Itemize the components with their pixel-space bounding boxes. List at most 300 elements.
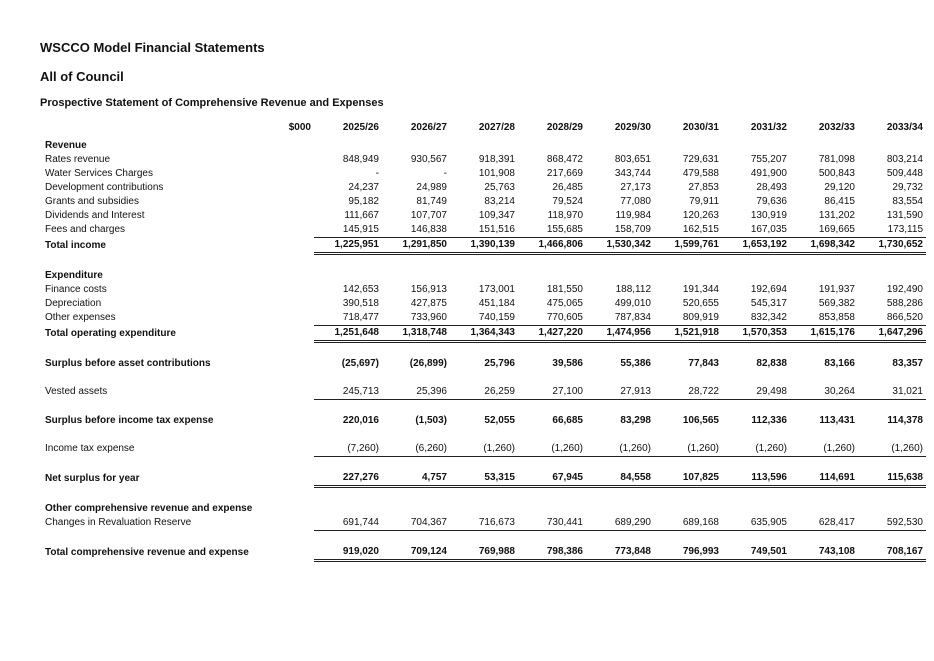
value-cell: 27,100 (518, 385, 586, 400)
empty-cell (858, 531, 926, 546)
value-cell: 119,984 (615, 210, 651, 221)
value-cell: 227,276 (314, 471, 382, 487)
value-cell: 918,391 (478, 154, 515, 165)
spacer-row (42, 428, 926, 442)
value-cell: 27,913 (586, 385, 654, 400)
row-label: Surplus before asset contributions (45, 358, 211, 369)
empty-cell (858, 269, 926, 283)
value-cell: 635,905 (722, 516, 790, 531)
empty-cell (790, 342, 858, 358)
expenditure-heading (42, 269, 926, 283)
empty-cell (518, 269, 586, 283)
unit-spacer (268, 471, 314, 487)
row-label: Total comprehensive revenue and expense (45, 546, 249, 558)
value-cell: 475,065 (546, 298, 583, 309)
value-cell: 77,843 (688, 358, 719, 369)
value-cell: 155,685 (518, 223, 586, 238)
empty-cell (314, 400, 382, 415)
revenue-row (42, 195, 926, 209)
value-cell: (1,260) (858, 442, 926, 457)
spacer-row (42, 342, 926, 358)
empty-cell (586, 342, 654, 358)
unit-spacer (268, 283, 314, 297)
empty-cell (42, 428, 268, 442)
empty-cell (314, 254, 382, 270)
year-header: 2029/30 (614, 122, 651, 133)
value-cell: 499,010 (614, 298, 651, 309)
value-cell: 866,520 (858, 311, 926, 326)
row-label: Changes in Revaluation Reserve (45, 517, 192, 529)
financial-statement-table (42, 121, 926, 562)
empty-cell (586, 269, 654, 283)
value-cell: 24,989 (416, 182, 447, 193)
value-cell: 151,516 (450, 223, 518, 238)
empty-cell (654, 400, 722, 415)
value-cell: 156,913 (410, 284, 447, 295)
empty-cell (858, 139, 926, 153)
empty-cell (450, 254, 518, 270)
empty-cell (382, 371, 450, 385)
year-header: 2026/27 (410, 122, 447, 133)
empty-cell (790, 400, 858, 415)
empty-cell (654, 342, 722, 358)
empty-cell (586, 428, 654, 442)
value-cell: 479,588 (682, 168, 719, 179)
revenue-row (42, 209, 926, 223)
value-cell: 427,875 (410, 298, 447, 309)
row-label: Finance costs (45, 284, 107, 295)
value-cell: 53,315 (450, 471, 518, 487)
value-cell: (1,260) (450, 442, 518, 457)
value-cell: 83,298 (620, 415, 651, 426)
value-cell: 545,317 (750, 298, 787, 309)
value-cell: 781,098 (818, 154, 855, 165)
value-cell: 25,396 (382, 385, 450, 400)
value-cell: 500,843 (818, 168, 855, 179)
value-cell: (1,503) (415, 415, 447, 426)
unit-spacer (268, 502, 314, 516)
value-cell: 1,530,342 (586, 238, 654, 254)
value-cell: 1,730,652 (858, 238, 926, 254)
row-label: Total operating expenditure (45, 327, 176, 339)
value-cell: (7,260) (314, 442, 382, 457)
value-cell: 30,264 (790, 385, 858, 400)
value-cell: 491,900 (750, 168, 787, 179)
value-cell: 796,993 (654, 545, 722, 561)
empty-cell (382, 502, 450, 516)
empty-cell (518, 428, 586, 442)
value-cell: 118,970 (547, 210, 583, 221)
header-label-spacer (42, 121, 268, 139)
empty-cell (722, 342, 790, 358)
empty-cell (450, 371, 518, 385)
empty-cell (268, 342, 314, 358)
empty-cell (858, 400, 926, 415)
value-cell: 82,838 (756, 358, 787, 369)
value-cell: 28,493 (756, 182, 787, 193)
value-cell: 52,055 (484, 415, 515, 426)
value-cell: 729,631 (682, 154, 719, 165)
empty-cell (450, 428, 518, 442)
empty-cell (42, 487, 268, 503)
value-cell: 1,698,342 (790, 238, 858, 254)
unit-spacer (268, 167, 314, 181)
value-cell: 798,386 (518, 545, 586, 561)
unit-spacer (268, 209, 314, 223)
unit-spacer (268, 357, 314, 371)
value-cell: 31,021 (858, 385, 926, 400)
empty-cell (42, 531, 268, 546)
empty-cell (42, 400, 268, 415)
empty-cell (654, 269, 722, 283)
value-cell: 708,167 (858, 545, 926, 561)
empty-cell (790, 487, 858, 503)
value-cell: 158,709 (586, 223, 654, 238)
value-cell: 29,498 (722, 385, 790, 400)
value-cell: 1,318,748 (382, 326, 450, 342)
value-cell: 83,166 (824, 358, 855, 369)
value-cell: 770,605 (518, 311, 586, 326)
value-cell: 173,001 (478, 284, 515, 295)
value-cell: 832,342 (722, 311, 790, 326)
spacer-row (42, 487, 926, 503)
value-cell: 689,290 (586, 516, 654, 531)
value-cell: 1,427,220 (518, 326, 586, 342)
expenditure-row (42, 297, 926, 311)
document-title: WSCCO Model Financial Statements (40, 40, 265, 55)
revaluation-reserve-row (42, 516, 926, 531)
empty-cell (382, 531, 450, 546)
value-cell: 106,565 (682, 415, 719, 426)
empty-cell (268, 371, 314, 385)
empty-cell (654, 428, 722, 442)
empty-cell (722, 487, 790, 503)
row-label: Rates revenue (45, 154, 111, 165)
empty-cell (450, 400, 518, 415)
value-cell: 592,530 (858, 516, 926, 531)
unit-spacer (268, 181, 314, 195)
value-cell: 588,286 (886, 298, 923, 309)
value-cell: 107,825 (654, 471, 722, 487)
value-cell: 167,035 (722, 223, 790, 238)
value-cell: 26,259 (450, 385, 518, 400)
empty-cell (722, 531, 790, 546)
revenue-row (42, 223, 926, 238)
empty-cell (790, 531, 858, 546)
value-cell: 1,474,956 (586, 326, 654, 342)
empty-cell (586, 531, 654, 546)
value-cell: 628,417 (790, 516, 858, 531)
unit-spacer (268, 414, 314, 428)
year-header: 2028/29 (546, 122, 583, 133)
value-cell: - (443, 168, 447, 179)
unit-spacer (268, 297, 314, 311)
empty-cell (586, 254, 654, 270)
value-cell: 83,357 (892, 358, 923, 369)
value-cell: (25,697) (341, 358, 379, 369)
empty-cell (586, 371, 654, 385)
row-label: Grants and subsidies (45, 196, 139, 207)
value-cell: 83,214 (484, 196, 515, 207)
value-cell: 740,159 (450, 311, 518, 326)
empty-cell (586, 487, 654, 503)
value-cell: 1,225,951 (314, 238, 382, 254)
empty-cell (518, 487, 586, 503)
value-cell: 86,415 (824, 196, 855, 207)
value-cell: 1,599,761 (654, 238, 722, 254)
value-cell: 145,915 (314, 223, 382, 238)
empty-cell (858, 371, 926, 385)
value-cell: 733,960 (382, 311, 450, 326)
empty-cell (586, 400, 654, 415)
value-cell: (1,260) (654, 442, 722, 457)
value-cell: 809,919 (654, 311, 722, 326)
value-cell: 84,558 (586, 471, 654, 487)
value-cell: 919,020 (314, 545, 382, 561)
expenditure-row (42, 311, 926, 326)
value-cell: (1,260) (722, 442, 790, 457)
empty-cell (382, 457, 450, 472)
empty-cell (382, 342, 450, 358)
empty-cell (314, 457, 382, 472)
value-cell: 25,763 (484, 182, 515, 193)
value-cell: 115,638 (858, 471, 926, 487)
value-cell: 868,472 (546, 154, 583, 165)
value-cell: 107,707 (410, 210, 447, 221)
year-header: 2033/34 (886, 122, 923, 133)
value-cell: 101,908 (478, 168, 515, 179)
unit-label: $000 (288, 122, 311, 133)
value-cell: 79,636 (756, 196, 787, 207)
empty-cell (722, 139, 790, 153)
row-label: Total income (45, 239, 106, 251)
unit-spacer (268, 238, 314, 254)
empty-cell (268, 254, 314, 270)
empty-cell (314, 139, 382, 153)
statement-title: Prospective Statement of Comprehensive Revenue and Expenses (40, 97, 384, 109)
value-cell: 83,554 (892, 196, 923, 207)
row-label: Dividends and Interest (45, 210, 145, 221)
value-cell: 245,713 (314, 385, 382, 400)
value-cell: 28,722 (654, 385, 722, 400)
row-label: Depreciation (45, 298, 102, 309)
spacer-row (42, 400, 926, 415)
value-cell: 146,838 (382, 223, 450, 238)
spacer-row (42, 254, 926, 270)
empty-cell (586, 457, 654, 472)
value-cell: 1,647,296 (858, 326, 926, 342)
value-cell: 773,848 (586, 545, 654, 561)
empty-cell (450, 139, 518, 153)
value-cell: 26,485 (552, 182, 583, 193)
empty-cell (314, 531, 382, 546)
unit-spacer (268, 195, 314, 209)
empty-cell (314, 428, 382, 442)
value-cell: 27,853 (688, 182, 719, 193)
empty-cell (382, 400, 450, 415)
section-heading: Other comprehensive revenue and expense (45, 503, 253, 514)
value-cell: (1,260) (518, 442, 586, 457)
value-cell: - (375, 168, 379, 179)
unit-spacer (268, 442, 314, 457)
value-cell: 716,673 (450, 516, 518, 531)
empty-cell (268, 457, 314, 472)
value-cell: 181,550 (546, 284, 583, 295)
empty-cell (382, 139, 450, 153)
value-cell: 217,669 (546, 168, 583, 179)
empty-cell (858, 457, 926, 472)
empty-cell (858, 428, 926, 442)
empty-cell (858, 342, 926, 358)
empty-cell (518, 371, 586, 385)
spacer-row (42, 371, 926, 385)
row-label: Income tax expense (45, 443, 135, 455)
value-cell: 66,685 (552, 415, 583, 426)
value-cell: 24,237 (348, 182, 379, 193)
value-cell: 81,749 (416, 196, 447, 207)
value-cell: 131,202 (818, 210, 855, 221)
empty-cell (450, 531, 518, 546)
value-cell: 1,466,806 (518, 238, 586, 254)
empty-cell (518, 139, 586, 153)
value-cell: 113,431 (819, 415, 855, 426)
value-cell: 451,184 (478, 298, 515, 309)
empty-cell (450, 269, 518, 283)
value-cell: 569,382 (818, 298, 855, 309)
value-cell: 1,251,648 (314, 326, 382, 342)
empty-cell (790, 428, 858, 442)
year-header: 2027/28 (478, 122, 515, 133)
year-header-row (42, 121, 926, 139)
value-cell: 112,336 (751, 415, 787, 426)
empty-cell (858, 487, 926, 503)
value-cell: 114,378 (887, 415, 923, 426)
empty-cell (42, 254, 268, 270)
empty-cell (586, 502, 654, 516)
value-cell: 689,168 (654, 516, 722, 531)
empty-cell (654, 531, 722, 546)
empty-cell (450, 342, 518, 358)
unit-spacer (268, 153, 314, 167)
empty-cell (654, 371, 722, 385)
empty-cell (654, 139, 722, 153)
surplus-before-asset-row (42, 357, 926, 371)
empty-cell (314, 487, 382, 503)
value-cell: 109,347 (478, 210, 515, 221)
empty-cell (518, 342, 586, 358)
unit-spacer (268, 139, 314, 153)
value-cell: (1,260) (790, 442, 858, 457)
other-comprehensive-heading (42, 502, 926, 516)
revenue-row (42, 153, 926, 167)
empty-cell (722, 502, 790, 516)
value-cell: (26,899) (409, 358, 447, 369)
unit-spacer (268, 516, 314, 531)
surplus-before-tax-row (42, 414, 926, 428)
value-cell: 130,919 (750, 210, 787, 221)
value-cell: 191,937 (818, 284, 855, 295)
value-cell: 192,490 (886, 284, 923, 295)
value-cell: 220,016 (342, 415, 379, 426)
unit-spacer (268, 545, 314, 561)
value-cell: 848,949 (342, 154, 379, 165)
empty-cell (382, 487, 450, 503)
empty-cell (722, 371, 790, 385)
empty-cell (654, 487, 722, 503)
revenue-row (42, 167, 926, 181)
value-cell: 1,364,343 (450, 326, 518, 342)
empty-cell (654, 457, 722, 472)
value-cell: 1,653,192 (722, 238, 790, 254)
value-cell: 704,367 (382, 516, 450, 531)
value-cell: 113,596 (722, 471, 790, 487)
row-label: Vested assets (45, 386, 108, 398)
value-cell: 79,524 (552, 196, 583, 207)
section-heading: Revenue (45, 140, 87, 151)
value-cell: 192,694 (750, 284, 787, 295)
income-tax-row (42, 442, 926, 457)
row-label: Fees and charges (45, 224, 126, 236)
empty-cell (382, 254, 450, 270)
empty-cell (790, 254, 858, 270)
empty-cell (518, 502, 586, 516)
value-cell: 691,744 (314, 516, 382, 531)
value-cell: 111,667 (344, 210, 379, 221)
value-cell: 1,570,353 (722, 326, 790, 342)
value-cell: 131,590 (886, 210, 923, 221)
empty-cell (268, 428, 314, 442)
empty-cell (382, 269, 450, 283)
unit-spacer (268, 311, 314, 326)
empty-cell (722, 254, 790, 270)
value-cell: 142,653 (342, 284, 379, 295)
value-cell: 787,834 (586, 311, 654, 326)
revenue-row (42, 181, 926, 195)
value-cell: 29,732 (892, 182, 923, 193)
value-cell: 67,945 (518, 471, 586, 487)
value-cell: 1,521,918 (654, 326, 722, 342)
value-cell: 55,386 (620, 358, 651, 369)
empty-cell (858, 502, 926, 516)
value-cell: 1,615,176 (790, 326, 858, 342)
empty-cell (858, 254, 926, 270)
value-cell: 114,691 (790, 471, 858, 487)
empty-cell (450, 502, 518, 516)
value-cell: 39,586 (552, 358, 583, 369)
unit-spacer (268, 385, 314, 400)
value-cell: 1,291,850 (382, 238, 450, 254)
empty-cell (790, 139, 858, 153)
row-label: Development contributions (45, 182, 164, 193)
value-cell: 95,182 (348, 196, 379, 207)
empty-cell (586, 139, 654, 153)
empty-cell (790, 502, 858, 516)
empty-cell (314, 502, 382, 516)
value-cell: 509,448 (886, 168, 923, 179)
unit-spacer (268, 223, 314, 238)
empty-cell (314, 342, 382, 358)
value-cell: 769,988 (450, 545, 518, 561)
empty-cell (518, 254, 586, 270)
value-cell: (6,260) (382, 442, 450, 457)
value-cell: 29,120 (824, 182, 855, 193)
value-cell: 120,263 (682, 210, 719, 221)
value-cell: 77,080 (620, 196, 651, 207)
empty-cell (268, 487, 314, 503)
value-cell: 343,744 (614, 168, 651, 179)
unit-spacer (268, 326, 314, 342)
empty-cell (722, 269, 790, 283)
